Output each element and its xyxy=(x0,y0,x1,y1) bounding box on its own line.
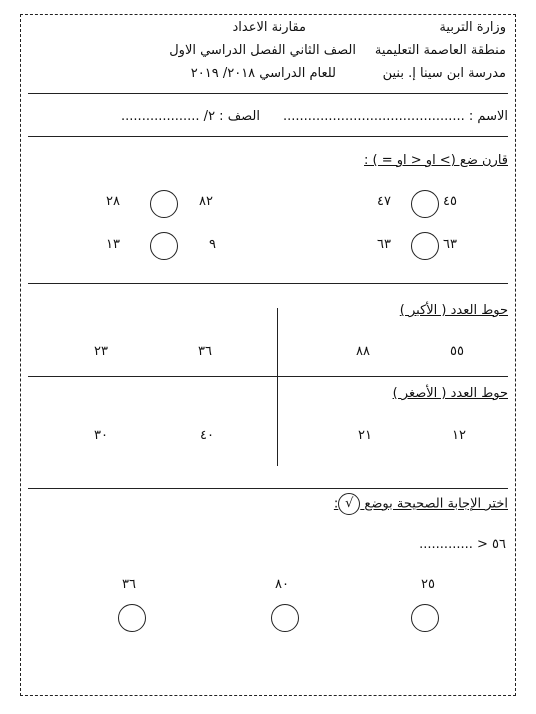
choice-option-circle[interactable] xyxy=(271,604,299,632)
compare-answer-circle[interactable] xyxy=(411,190,439,218)
student-name-field[interactable]: الاسم : ............................................ xyxy=(282,109,508,124)
header-divider xyxy=(28,93,508,94)
compare-instruction: قارن ضع (> او < او = ) : xyxy=(364,153,508,168)
smaller-number[interactable]: ٢١ xyxy=(358,428,372,443)
compare-divider xyxy=(28,283,508,284)
test-title: مقارنة الاعداد xyxy=(232,20,306,35)
student-class-field[interactable]: الصف : ٢/ ................... xyxy=(121,109,260,124)
section-vertical-divider xyxy=(277,308,278,466)
directorate-name: منطقة العاصمة التعليمية xyxy=(374,43,506,58)
ministry-name: وزارة التربية xyxy=(439,20,506,35)
circle-larger-instruction: حوط العدد ( الأكبر ) xyxy=(399,303,508,318)
choice-option-value: ٣٦ xyxy=(122,577,136,592)
circle-smaller-instruction: حوط العدد ( الأصغر ) xyxy=(392,386,508,401)
choice-option-circle[interactable] xyxy=(118,604,146,632)
larger-smaller-divider xyxy=(28,376,508,377)
larger-number[interactable]: ٢٣ xyxy=(94,344,108,359)
choose-instruction xyxy=(334,493,508,515)
choice-question: ٥٦ < ............. xyxy=(419,537,506,552)
compare-number: ٤٧ xyxy=(377,194,391,209)
compare-number: ٦٣ xyxy=(443,237,457,252)
choose-instruction-text: اختر الإجابة الصحيحة بوضع xyxy=(364,496,508,512)
school-year: للعام الدراسي ٢٠١٨/ ٢٠١٩ xyxy=(190,66,336,81)
compare-number: ١٣ xyxy=(106,237,120,252)
smaller-divider xyxy=(28,488,508,489)
check-mark-icon: √ xyxy=(338,493,360,515)
smaller-number[interactable]: ٣٠ xyxy=(94,428,108,443)
compare-number: ٢٨ xyxy=(106,194,120,209)
smaller-number[interactable]: ١٢ xyxy=(452,428,466,443)
choose-instruction-colon: : xyxy=(333,496,339,512)
compare-number: ٨٢ xyxy=(199,194,213,209)
smaller-number[interactable]: ٤٠ xyxy=(200,428,214,443)
compare-answer-circle[interactable] xyxy=(150,232,178,260)
compare-answer-circle[interactable] xyxy=(150,190,178,218)
larger-number[interactable]: ٥٥ xyxy=(450,344,464,359)
choice-option-value: ٨٠ xyxy=(275,577,289,592)
larger-number[interactable]: ٨٨ xyxy=(356,344,370,359)
choice-option-circle[interactable] xyxy=(411,604,439,632)
compare-number: ٤٥ xyxy=(443,194,457,209)
grade-term: الصف الثاني الفصل الدراسي الاول xyxy=(169,43,356,58)
compare-number: ٦٣ xyxy=(377,237,391,252)
school-name: مدرسة ابن سينا إ. بنين xyxy=(382,66,506,81)
name-divider xyxy=(28,136,508,137)
larger-number[interactable]: ٣٦ xyxy=(198,344,212,359)
compare-number: ٩ xyxy=(209,237,216,252)
choice-option-value: ٢٥ xyxy=(421,577,435,592)
compare-answer-circle[interactable] xyxy=(411,232,439,260)
